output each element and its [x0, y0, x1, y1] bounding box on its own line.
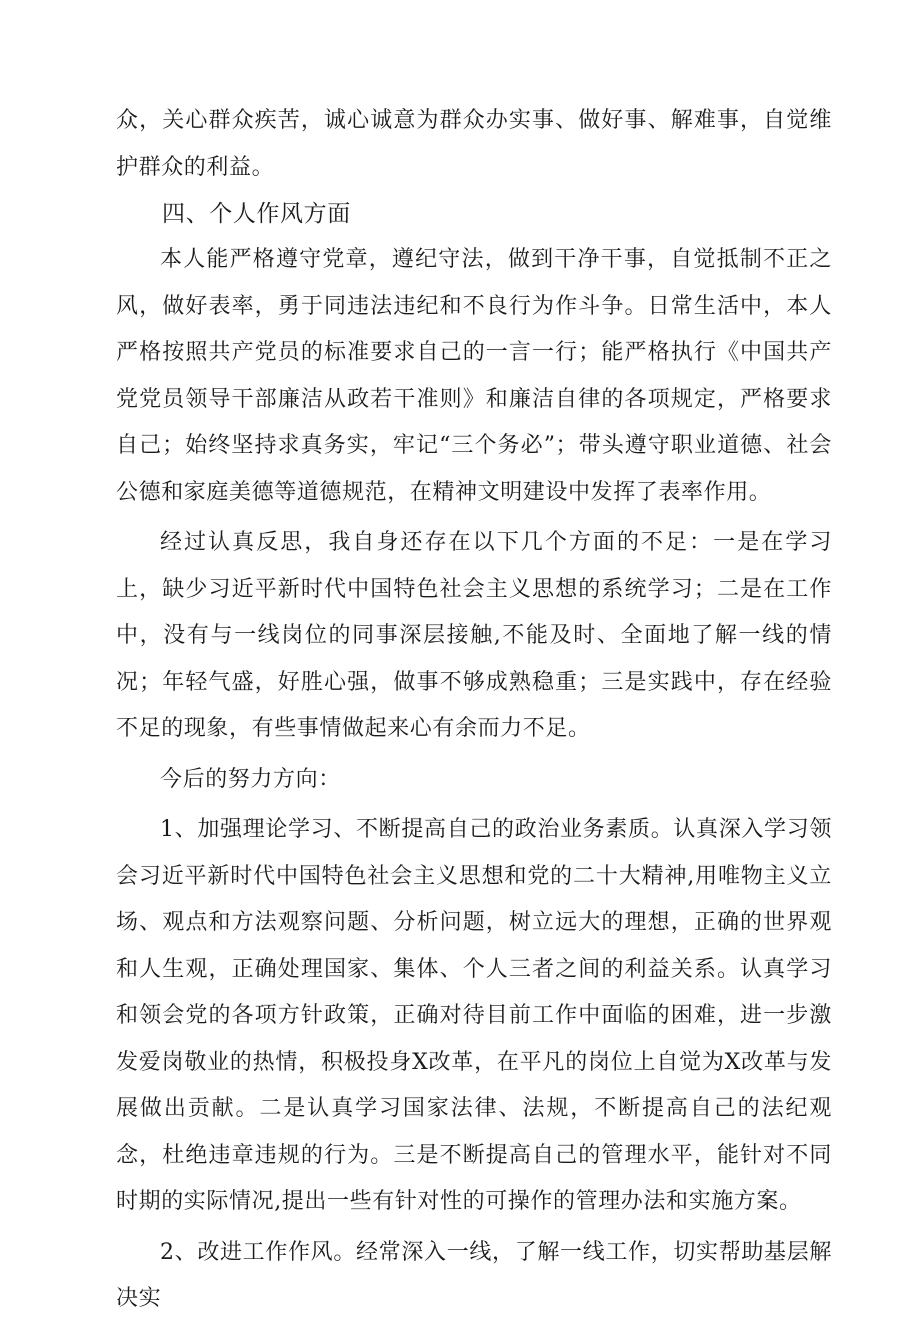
section-heading-personal-style: 四、个人作风方面 — [162, 201, 351, 227]
body-paragraph-item-2: 2、改进工作作风。经常深入一线，了解一线工作，切实帮助基层解决实 — [116, 1239, 832, 1311]
body-paragraph-future-direction-intro: 今后的努力方向： — [160, 766, 341, 792]
body-paragraph-self-conduct: 本人能严格遵守党章，遵纪守法，做到干净干事，自觉抵制不正之风，做好表率，勇于同违法违纪和不良行为作斗争。日常生活中，本人严格按照共产党员的标准要求自己的一言一行；能严格执行《中国共产党党员领导干部廉洁从政若干准则》和廉洁自律的各项规定，严格要求自己；始终坚持求真务实，牢记“三个务必”；带头遵守职业道德、社会公德和家庭美德等道德规范，在精神文明建设中发挥了表率作用。 — [116, 247, 832, 505]
body-paragraph-shortcomings: 经过认真反思，我自身还存在以下几个方面的不足：一是在学习上，缺少习近平新时代中国特色社会主义思想的系统学习；二是在工作中，没有与一线岗位的同事深层接触,不能及时、全面地了解一线的情况；年轻气盛，好胜心强，做事不够成熟稳重；三是实践中，存在经验不足的现象，有些事情做起来心有余而力不足。 — [116, 530, 832, 741]
body-paragraph-item-1: 1、加强理论学习、不断提高自己的政治业务素质。认真深入学习领会习近平新时代中国特色社会主义思想和党的二十大精神,用唯物主义立场、观点和方法观察问题、分析问题，树立远大的理想，正确的世界观和人生观，正确处理国家、集体、个人三者之间的利益关系。认真学习和领会党的各项方针政策，正确对待目前工作中面临的困难，进一步激发爱岗敬业的热情，积极投身X改革，在平凡的岗位上自觉为X改革与发展做出贡献。二是认真学习国家法律、法规，不断提高自己的法纪观念，杜绝违章违规的行为。三是不断提高自己的管理水平，能针对不同时期的实际情况,提出一些有针对性的可操作的管理办法和实施方案。 — [116, 817, 832, 1214]
document-page — [116, 98, 832, 1323]
continuation-paragraph: 众，关心群众疾苦，诚心诚意为群众办实事、做好事、解难事，自觉维护群众的利益。 — [116, 108, 832, 180]
